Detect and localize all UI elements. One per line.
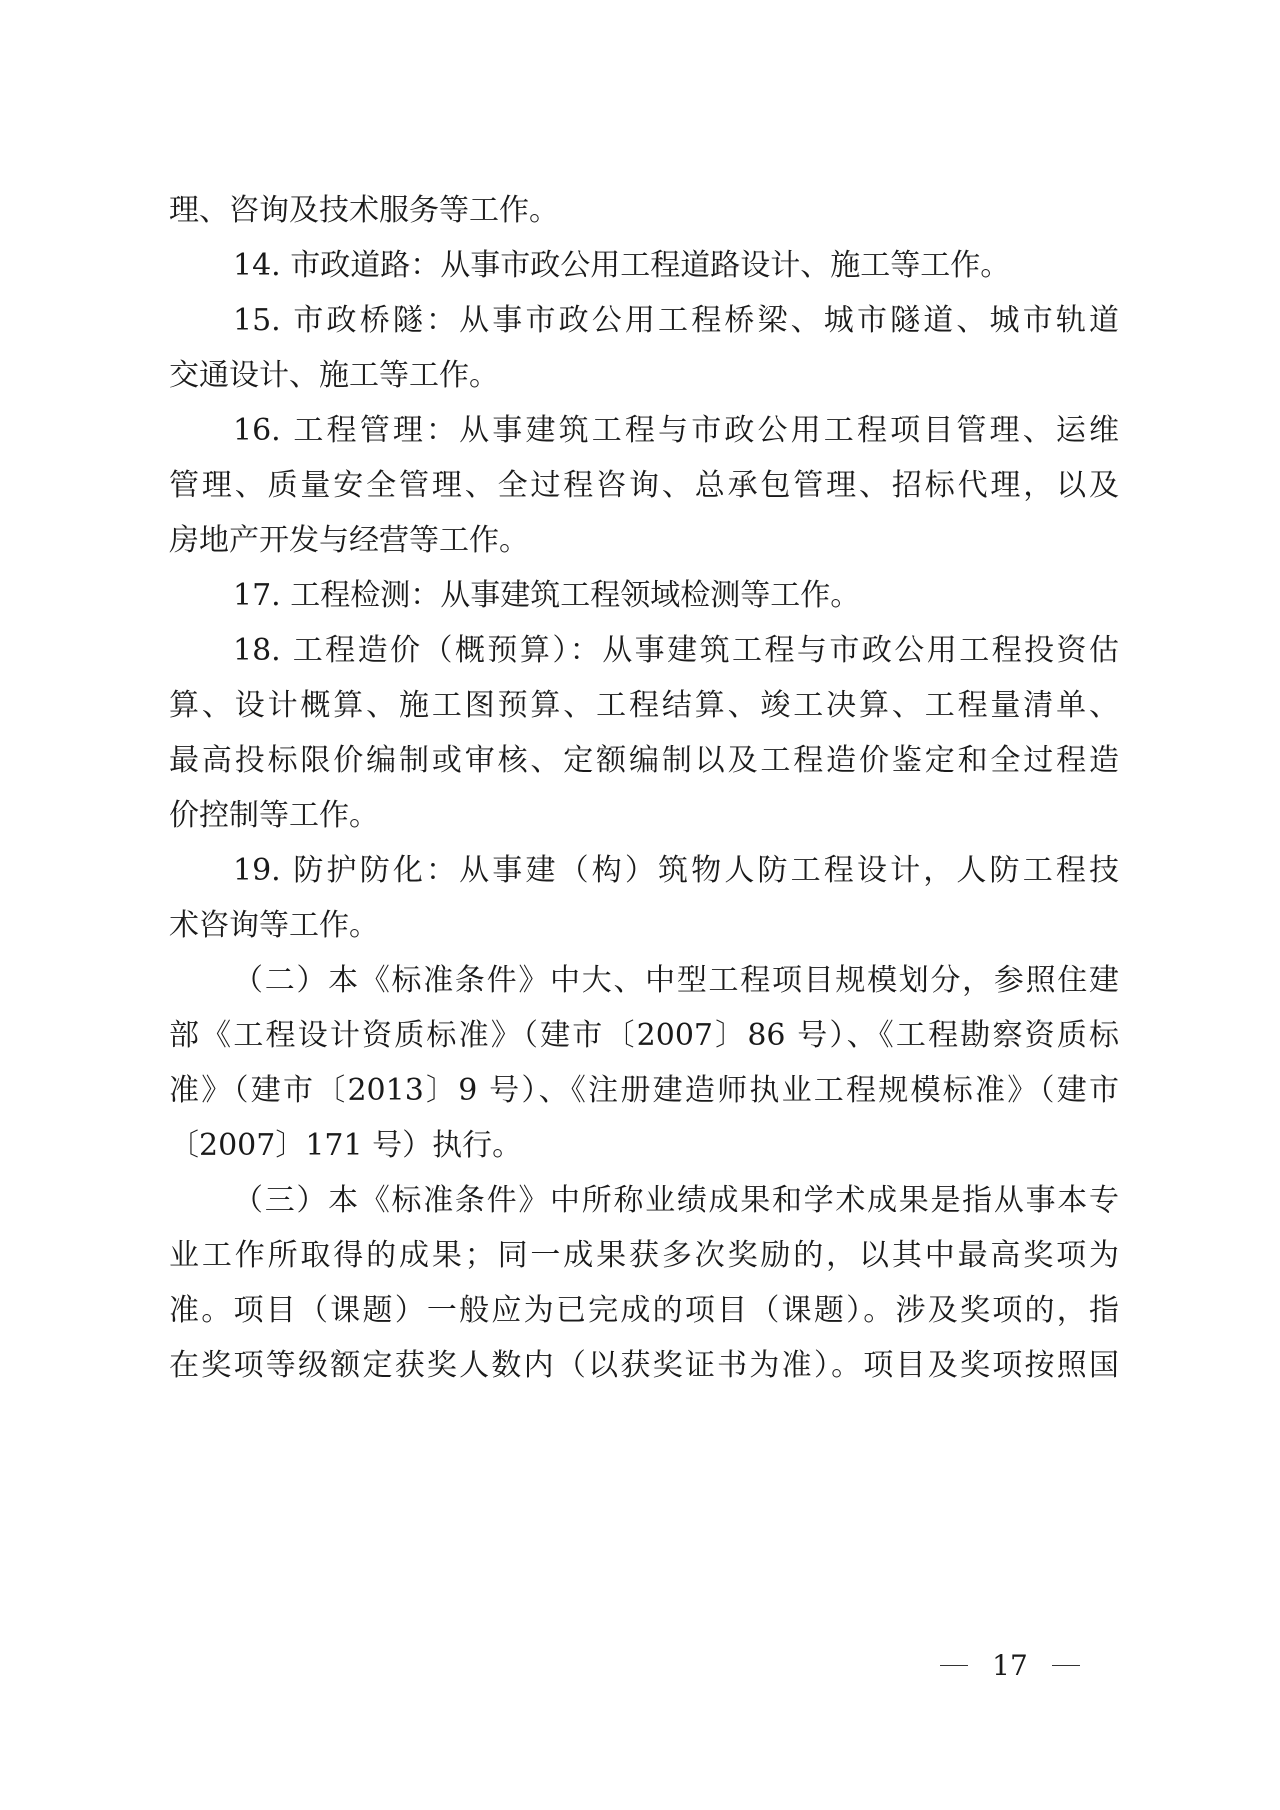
text-line: 16. 工程管理：从事建筑工程与市政公用工程项目管理、运维 bbox=[233, 413, 1119, 448]
footer-dash-left bbox=[940, 1665, 968, 1666]
text-line: 19. 防护防化：从事建（构）筑物人防工程设计，人防工程技 bbox=[233, 853, 1119, 888]
page-footer bbox=[940, 1645, 1080, 1685]
text-line: 准》（建市〔2013〕9 号）、《注册建造师执业工程规模标准》（建市 bbox=[169, 1073, 1119, 1108]
text-line: 术咨询等工作。 bbox=[169, 908, 379, 943]
text-line: 算、设计概算、施工图预算、工程结算、竣工决算、工程量清单、 bbox=[169, 688, 1119, 723]
footer-dash-right bbox=[1052, 1665, 1080, 1666]
text-line: 房地产开发与经营等工作。 bbox=[169, 523, 529, 558]
text-line: 管理、质量安全管理、全过程咨询、总承包管理、招标代理，以及 bbox=[169, 468, 1119, 503]
text-line: 业工作所取得的成果；同一成果获多次奖励的，以其中最高奖项为 bbox=[169, 1238, 1119, 1273]
text-line: 17. 工程检测：从事建筑工程领域检测等工作。 bbox=[233, 578, 861, 613]
text-line: 价控制等工作。 bbox=[169, 798, 379, 833]
text-line: 14. 市政道路：从事市政公用工程道路设计、施工等工作。 bbox=[233, 248, 1011, 283]
text-line: 理、咨询及技术服务等工作。 bbox=[169, 193, 559, 228]
text-line: （三）本《标准条件》中所称业绩成果和学术成果是指从事本专 bbox=[233, 1183, 1119, 1218]
text-line: 部《工程设计资质标准》（建市〔2007〕86 号）、《工程勘察资质标 bbox=[169, 1018, 1119, 1053]
text-line: （二）本《标准条件》中大、中型工程项目规模划分，参照住建 bbox=[233, 963, 1119, 998]
text-line: 准。项目（课题）一般应为已完成的项目（课题）。涉及奖项的，指 bbox=[169, 1293, 1119, 1328]
text-line: 〔2007〕171 号）执行。 bbox=[169, 1128, 523, 1163]
text-line: 交通设计、施工等工作。 bbox=[169, 358, 499, 393]
text-line: 最高投标限价编制或审核、定额编制以及工程造价鉴定和全过程造 bbox=[169, 743, 1119, 778]
text-line: 在奖项等级额定获奖人数内（以获奖证书为准）。项目及奖项按照国 bbox=[169, 1348, 1119, 1383]
text-line: 15. 市政桥隧：从事市政公用工程桥梁、城市隧道、城市轨道 bbox=[233, 303, 1119, 338]
page-number: 17 bbox=[992, 1648, 1028, 1682]
text-line: 18. 工程造价（概预算）：从事建筑工程与市政公用工程投资估 bbox=[233, 633, 1119, 668]
